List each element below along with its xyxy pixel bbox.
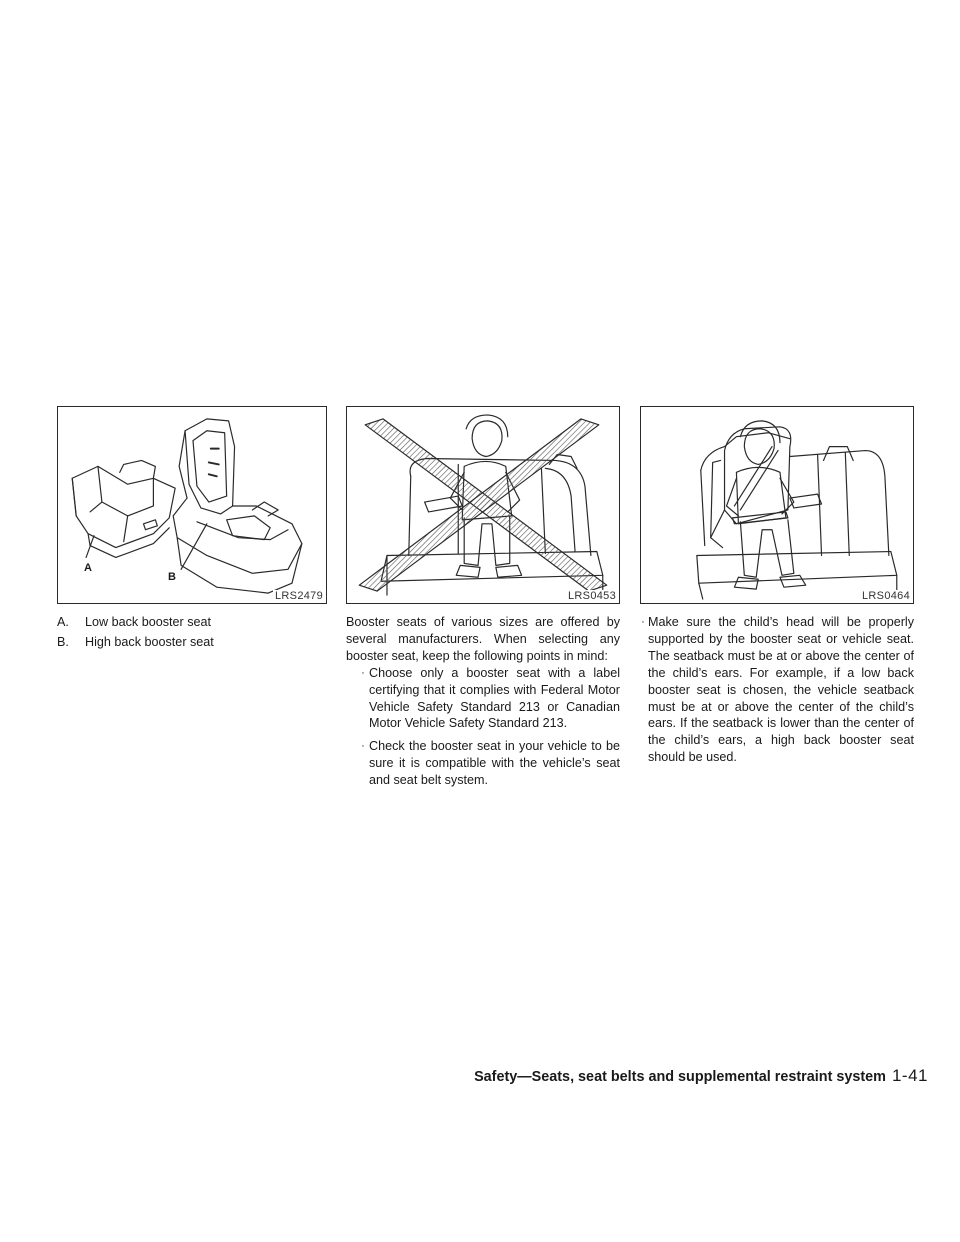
booster-seats-illustration (58, 407, 326, 603)
figure-code: LRS0453 (568, 590, 616, 602)
bullet-marker: · (361, 666, 365, 679)
figure-code: LRS0464 (862, 590, 910, 602)
list-item (357, 665, 620, 733)
bullet-text: Check the booster seat in your vehicle to be sure it is compatible with the vehicle’s seat and seat belt system. (369, 739, 620, 788)
booster-selection-text (346, 614, 620, 795)
bullet-marker: · (641, 616, 645, 628)
list-item (357, 738, 620, 789)
intro-paragraph: Booster seats of various sizes are offered by several manufacturers. When selecting any booster seat, keep the following points in mind: (346, 615, 620, 663)
bullet-text: Choose only a booster seat with a label certifying that it complies with Federal Motor Vehicle Safety Standard 213 or Canadian Motor Vehicle Safety Standard 213. (369, 665, 620, 731)
figure-booster-seats (57, 406, 327, 604)
bullet-list (357, 665, 620, 789)
correct-use-illustration (641, 407, 913, 603)
legend-text: Low back booster seat (85, 615, 212, 629)
bullet-marker: · (361, 740, 365, 753)
figure-legend (57, 614, 327, 654)
page-footer (426, 1066, 928, 1086)
page-number: 1-41 (891, 1066, 928, 1085)
list-item (640, 614, 914, 766)
label-a: A (84, 562, 92, 574)
figure-correct-booster-use (640, 406, 914, 604)
label-b: B (168, 571, 176, 583)
legend-letter: B. (57, 634, 69, 649)
legend-letter: A. (57, 615, 69, 629)
figure-incorrect-booster-use (346, 406, 620, 604)
legend-item-b (57, 634, 327, 651)
head-support-text (640, 614, 914, 772)
section-title: Safety—Seats, seat belts and supplemental restraint system (474, 1069, 886, 1085)
figure-code: LRS2479 (275, 590, 323, 602)
legend-text: High back booster seat (85, 634, 214, 649)
legend-item-a (57, 614, 327, 631)
incorrect-use-illustration (347, 407, 619, 603)
bullet-text: Make sure the child’s head will be properly supported by the booster seat or vehicle seat. The seatback must be at or above the center of the child’s ears. For example, if a low back booster seat is chosen, the vehicle seatback must be at or above the center of the child’s ears. If the seatback is lower than the center of the child’s ears, a high back booster seat should be used. (648, 615, 914, 765)
